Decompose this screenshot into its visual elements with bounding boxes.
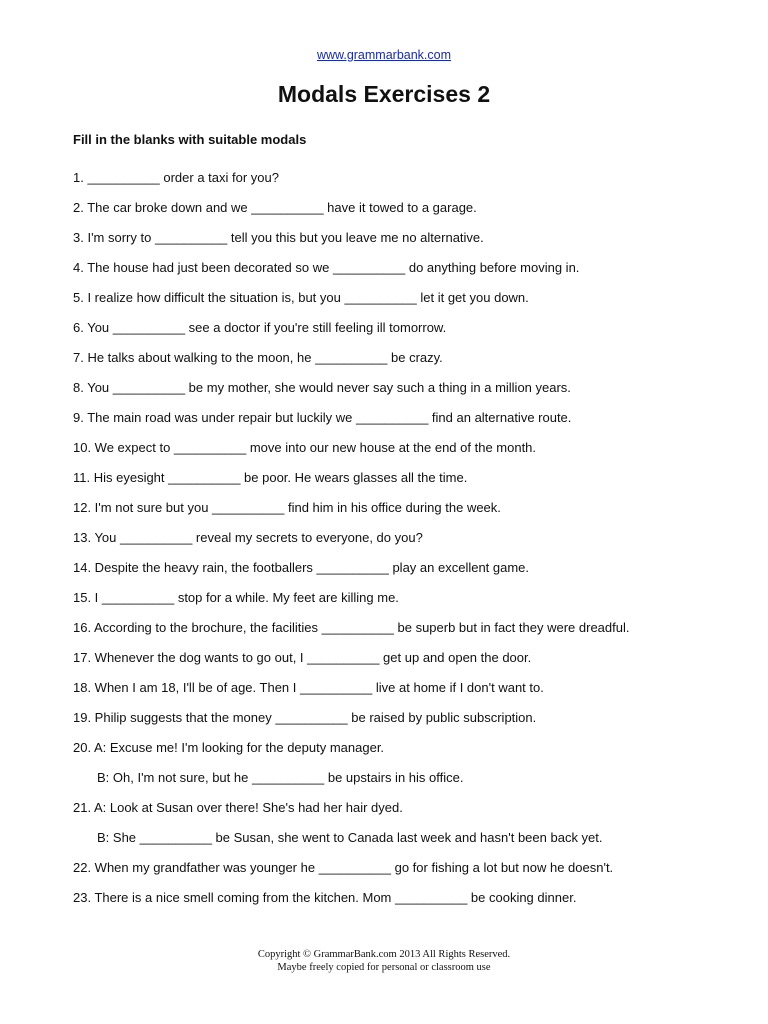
exercise-item-7: 7. He talks about walking to the moon, he __________ be crazy.: [73, 350, 443, 365]
copyright-notice: Copyright © GrammarBank.com 2013 All Rights Reserved.: [257, 949, 511, 960]
exercise-item-12: 12. I'm not sure but you __________ find him in his office during the week.: [73, 500, 501, 515]
exercise-item-21a: 21. A: Look at Susan over there! She's had her hair dyed.: [73, 800, 403, 815]
exercise-item-1: 1. __________ order a taxi for you?: [73, 170, 279, 185]
exercise-item-3: 3. I'm sorry to __________ tell you this but you leave me no alternative.: [73, 230, 484, 245]
exercise-item-10: 10. We expect to __________ move into our new house at the end of the month.: [73, 440, 537, 455]
exercise-item-11: 11. His eyesight __________ be poor. He wears glasses all the time.: [73, 470, 468, 485]
exercise-item-14: 14. Despite the heavy rain, the footballers __________ play an excellent game.: [73, 560, 530, 575]
exercise-item-21b: B: She __________ be Susan, she went to Canada last week and hasn't been back yet.: [97, 830, 603, 845]
exercise-item-20a: 20. A: Excuse me! I'm looking for the deputy manager.: [73, 740, 385, 755]
exercise-item-13: 13. You __________ reveal my secrets to everyone, do you?: [73, 530, 423, 545]
exercise-item-15: 15. I __________ stop for a while. My feet are killing me.: [73, 590, 399, 605]
footer: [0, 948, 768, 974]
exercise-item-6: 6. You __________ see a doctor if you're still feeling ill tomorrow.: [73, 320, 447, 335]
exercise-item-20b: B: Oh, I'm not sure, but he __________ be upstairs in his office.: [97, 770, 464, 785]
exercise-item-16: 16. According to the brochure, the facilities __________ be superb but in fact they were dreadful.: [73, 620, 630, 635]
exercise-list: [73, 168, 733, 918]
exercise-item-9: 9. The main road was under repair but luckily we __________ find an alternative route.: [73, 410, 572, 425]
exercise-item-17: 17. Whenever the dog wants to go out, I __________ get up and open the door.: [73, 650, 532, 665]
exercise-item-23: 23. There is a nice smell coming from the kitchen. Mom __________ be cooking dinner.: [73, 890, 577, 905]
exercise-item-5: 5. I realize how difficult the situation is, but you __________ let it get you down.: [73, 290, 529, 305]
usage-note: Maybe freely copied for personal or classroom use: [277, 962, 491, 973]
exercise-item-4: 4. The house had just been decorated so we __________ do anything before moving in.: [73, 260, 580, 275]
exercise-item-19: 19. Philip suggests that the money __________ be raised by public subscription.: [73, 710, 537, 725]
exercise-item-22: 22. When my grandfather was younger he __________ go for fishing a lot but now he doesn't.: [73, 860, 614, 875]
instructions: Fill in the blanks with suitable modals: [73, 132, 307, 147]
site-link[interactable]: www.grammarbank.com: [316, 48, 452, 62]
page-title: Modals Exercises 2: [277, 81, 491, 107]
exercise-item-8: 8. You __________ be my mother, she would never say such a thing in a million years.: [73, 380, 571, 395]
exercise-item-18: 18. When I am 18, I'll be of age. Then I __________ live at home if I don't want to.: [73, 680, 544, 695]
exercise-item-2: 2. The car broke down and we __________ have it towed to a garage.: [73, 200, 477, 215]
